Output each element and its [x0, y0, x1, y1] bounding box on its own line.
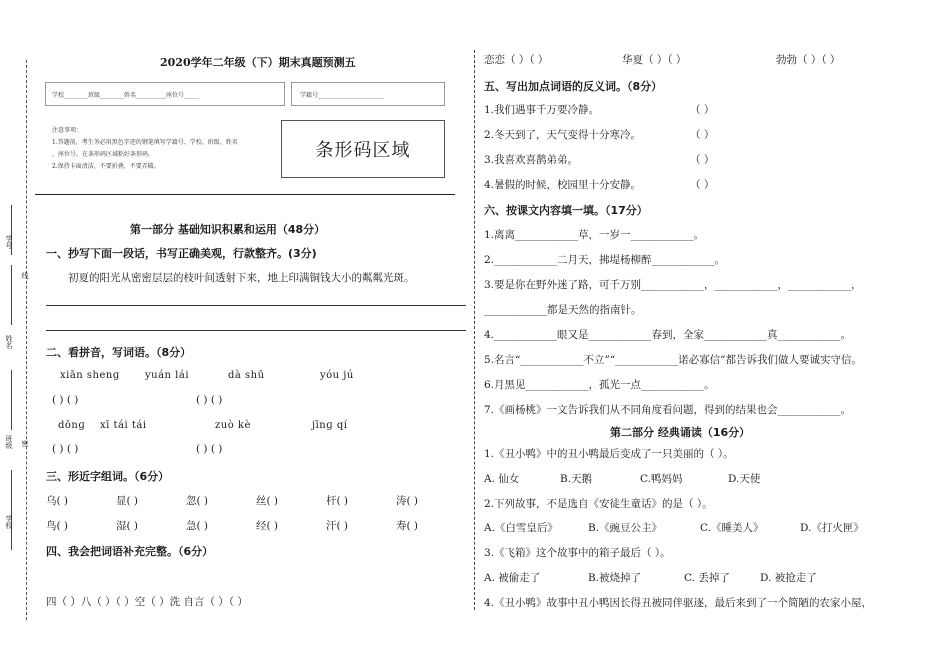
q5-answer-1[interactable]: （ ）: [690, 104, 715, 116]
info-school-fields: 学校________班级________姓名__________座位号_____: [52, 92, 200, 99]
q2-pinyin-1: xiān shenɡ: [60, 370, 120, 381]
q2-pinyin-6: xī tái tái: [100, 420, 147, 431]
side-label-class: 班级: [5, 435, 13, 449]
q2-answer-brackets-1a[interactable]: ( ) ( ): [52, 394, 79, 406]
side-line-name: [11, 265, 12, 325]
q2-title: 二、看拼音，写词语。（8分）: [46, 346, 192, 359]
q6-item-4[interactable]: 4.____________眼又是____________春到，全家____________真____________。: [484, 329, 852, 341]
side-label-line: 线: [21, 272, 29, 279]
q5-answer-2[interactable]: （ ）: [690, 129, 715, 141]
q3-title: 三、形近字组词。（6分）: [46, 470, 170, 483]
q4-continued-2[interactable]: 华夏（ ）（ ）: [622, 54, 687, 66]
side-label-student-no: 学号: [5, 235, 13, 249]
q6-item-3-cont[interactable]: ____________都是天然的指南针。: [484, 304, 642, 316]
q3-item-9[interactable]: 急( ): [186, 520, 209, 532]
q2-pinyin-4: yóu jú: [320, 370, 354, 381]
q4-row[interactable]: 四（ ）八（ ）（ ）空（ ）洗 自言（ ）（ ）: [46, 596, 248, 608]
q4-continued-3[interactable]: 勃勃（ ）（ ）: [776, 54, 841, 66]
notes-heading: 注意事项：: [52, 127, 83, 134]
q6-item-1[interactable]: 1.离离____________草，一岁一____________。: [484, 229, 705, 241]
q3-item-2[interactable]: 显( ): [116, 495, 139, 507]
page-title: 2020学年二年级（下）期末真题预测五: [160, 56, 356, 69]
q3-item-10[interactable]: 经( ): [256, 520, 279, 532]
q7-q3-option-c[interactable]: C. 丢掉了: [684, 572, 730, 584]
q5-answer-3[interactable]: （ ）: [690, 154, 715, 166]
info-box-student-no: [291, 82, 445, 106]
q4-title: 四、我会把词语补充完整。（6分）: [46, 545, 214, 558]
q5-answer-4[interactable]: （ ）: [690, 179, 715, 191]
q6-item-2[interactable]: 2.____________二月天，拂堤杨柳醉____________。: [484, 254, 726, 266]
q2-answer-brackets-1b[interactable]: ( ) ( ): [196, 394, 223, 406]
q2-pinyin-5: dōnɡ: [58, 420, 86, 431]
q3-item-12[interactable]: 寿( ): [396, 520, 419, 532]
q2-pinyin-8: jīnɡ qí: [312, 420, 348, 431]
notes-line-1: 1.答题前，考生务必用黑色字迹的钢笔填写学籍号、学校、班级、姓名: [52, 139, 238, 146]
part2-heading: 第二部分 经典诵读（16分）: [610, 426, 751, 439]
side-label-school: 学校: [5, 515, 13, 529]
part1-heading: 第一部分 基础知识积累和运用（48分）: [130, 223, 326, 236]
q3-item-1[interactable]: 乌( ): [46, 495, 69, 507]
q1-title: 一、抄写下面一段话，书写正确美观，行款整齐。(3分): [46, 247, 317, 260]
q7-q3-option-d[interactable]: D. 被抢走了: [760, 572, 817, 584]
column-divider: [474, 50, 475, 610]
q5-item-1: 1.我们遇事千万要冷静。: [484, 104, 600, 116]
binding-dashed-line: [26, 60, 27, 620]
q3-item-4[interactable]: 丝( ): [256, 495, 279, 507]
q5-item-3: 3.我喜欢喜鹊弟弟。: [484, 154, 579, 166]
q1-text: 初夏的阳光从密密层层的枝叶间透射下来，地上印满铜钱大小的粼粼光斑。: [68, 272, 415, 284]
q4-continued-1[interactable]: 恋恋（ ）（ ）: [484, 54, 549, 66]
q3-item-6[interactable]: 涛( ): [396, 495, 419, 507]
q7-question-3: 3.《飞箱》这个故事中的箱子最后（ ）。: [484, 547, 671, 559]
info-student-no-field: 学籍号______________________: [300, 92, 385, 99]
q7-question-2: 2.下列故事，不是选自《安徒生童话》的是（ ）。: [484, 498, 713, 510]
q2-answer-brackets-2a[interactable]: ( ) ( ): [52, 443, 79, 455]
q3-item-11[interactable]: 汗( ): [326, 520, 349, 532]
side-line-school: [11, 470, 12, 550]
info-box-school: [45, 82, 285, 106]
q2-pinyin-3: dà shū: [228, 370, 265, 381]
side-label-seal: 密: [21, 440, 29, 447]
q7-q2-option-c[interactable]: C.《睡美人》: [700, 522, 764, 534]
q7-q3-option-b[interactable]: B.被烧掉了: [588, 572, 642, 584]
side-line-class: [11, 370, 12, 430]
q1-writing-line-2[interactable]: [46, 330, 466, 331]
q5-item-2: 2.冬天到了，天气变得十分寒冷。: [484, 129, 642, 141]
q3-item-3[interactable]: 忽( ): [186, 495, 209, 507]
q7-question-1: 1.《丑小鸭》中的丑小鸭最后变成了一只美丽的（ ）。: [484, 448, 734, 460]
q1-writing-line-1[interactable]: [46, 305, 466, 306]
notes-line-1b: 、座位号，在条形码区域粘好条形码。: [52, 151, 155, 158]
notes-line-2: 2.保持卡面清洁，不要折叠，不要弄破。: [52, 163, 160, 170]
q2-answer-brackets-2b[interactable]: ( ) ( ): [196, 443, 223, 455]
barcode-label: 条形码区域: [315, 140, 411, 161]
q6-item-3[interactable]: 3.要是你在野外迷了路，可千万别____________，____________，____________，: [484, 279, 862, 291]
q3-item-7[interactable]: 鸟( ): [46, 520, 69, 532]
q6-title: 六、按课文内容填一填。（17分）: [484, 204, 648, 217]
side-label-name: 姓名: [5, 335, 13, 349]
q6-item-7[interactable]: 7.《画杨桃》一文告诉我们从不同角度看问题，得到的结果也会____________。: [484, 404, 852, 416]
q2-pinyin-7: zuò kè: [215, 420, 251, 431]
q2-pinyin-2: yuán lái: [145, 370, 190, 381]
q5-title: 五、写出加点词语的反义词。（8分）: [484, 80, 663, 93]
q3-item-8[interactable]: 湿( ): [116, 520, 139, 532]
q7-q1-option-b[interactable]: B.天鹅: [560, 473, 593, 485]
q7-q3-option-a[interactable]: A. 被偷走了: [484, 572, 541, 584]
q7-q1-option-d[interactable]: D.天使: [728, 473, 761, 485]
q7-q2-option-b[interactable]: B.《豌豆公主》: [588, 522, 663, 534]
q7-q2-option-a[interactable]: A.《白雪皇后》: [484, 522, 558, 534]
q7-q1-option-a[interactable]: A. 仙女: [484, 473, 520, 485]
q6-item-5[interactable]: 5.名言“____________不立”“____________诺必寡信”都告诉我们做人要诚实守信。: [484, 354, 862, 366]
q3-item-5[interactable]: 杆( ): [326, 495, 349, 507]
q7-question-4: 4.《丑小鸭》故事中丑小鸭因长得丑被同伴驱逐，最后来到了一个简陋的农家小屋，: [484, 597, 873, 609]
q5-item-4: 4.暑假的时候，校园里十分安静。: [484, 179, 642, 191]
barcode-area: [281, 120, 445, 178]
q6-item-6[interactable]: 6.月黑见____________，孤光一点____________。: [484, 379, 715, 391]
q7-q1-option-c[interactable]: C.鸭妈妈: [640, 473, 683, 485]
header-divider: [35, 194, 455, 195]
q7-q2-option-d[interactable]: D.《打火匣》: [800, 522, 864, 534]
